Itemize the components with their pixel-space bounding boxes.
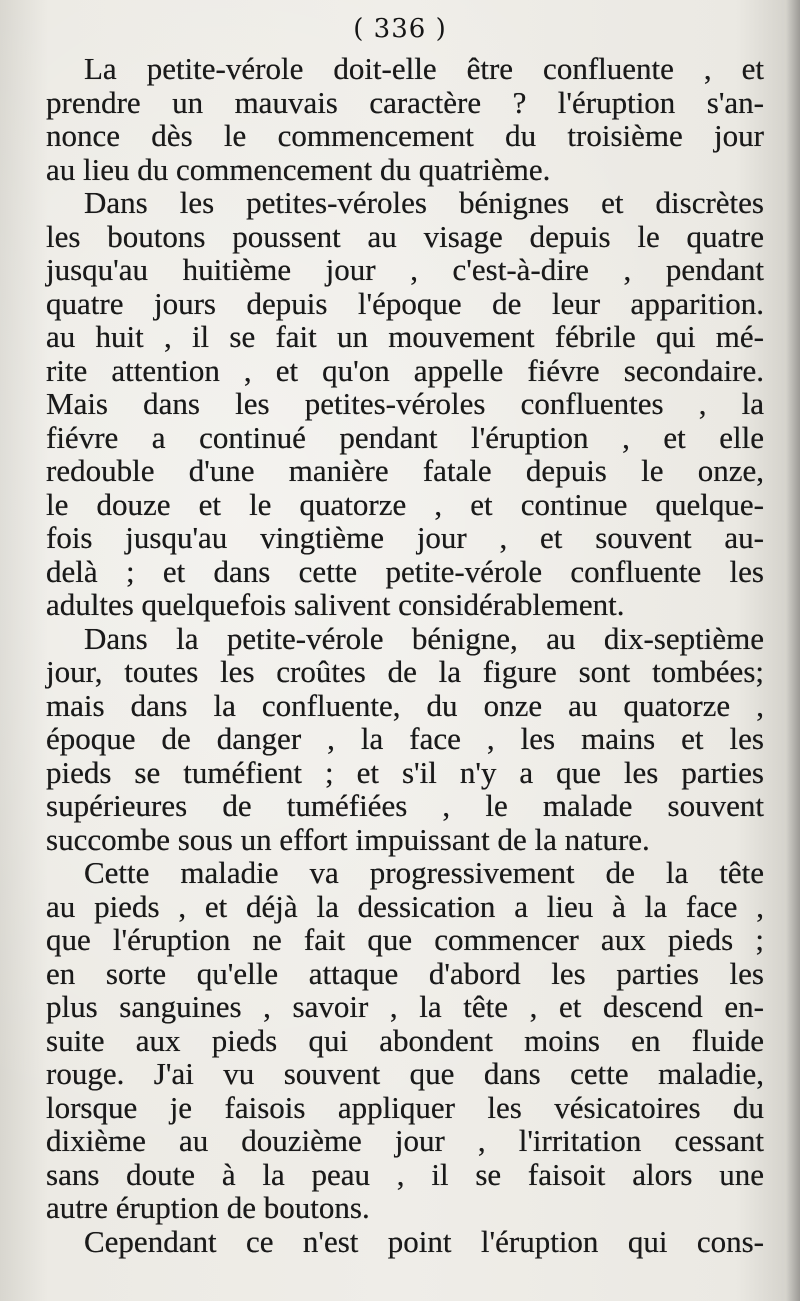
text-line: lorsque je faisois appliquer les vésicatoires du <box>46 1089 764 1125</box>
text-line: dixième au douzième jour , l'irritation cessant <box>46 1123 764 1158</box>
text-line: en sorte qu'elle attaque d'abord les parties les <box>46 955 764 991</box>
text-line: rouge. J'ai vu souvent que dans cette maladie, <box>46 1056 764 1091</box>
text-line: Dans la petite-vérole bénigne, au dix-septième <box>84 620 764 656</box>
text-line: prendre un mauvais caractère ? l'éruption s'an- <box>46 84 764 120</box>
text-line: jour, toutes les croûtes de la figure sont tombées; <box>46 654 764 689</box>
text-line: quatre jours depuis l'époque de leur apparition. <box>46 285 764 321</box>
text-line: que l'éruption ne fait que commencer aux pieds ; <box>46 922 764 957</box>
text-line: autre éruption de boutons. <box>46 1190 370 1225</box>
text-line: Dans les petites-véroles bénignes et discrètes <box>84 185 764 220</box>
text-line: succombe sous un effort impuissant de la nature. <box>46 821 650 857</box>
text-line: suite aux pieds qui abondent moins en fluide <box>46 1022 764 1058</box>
text-line: redouble d'une manière fatale depuis le onze, <box>46 453 764 488</box>
text-line: au huit , il se fait un mouvement fébrile qui mé- <box>46 319 764 354</box>
text-line: le douze et le quatorze , et continue quelque- <box>46 486 764 522</box>
text-line: Mais dans les petites-véroles confluentes , la <box>46 386 764 421</box>
text-line: pieds se tuméfient ; et s'il n'y a que les parties <box>46 754 764 790</box>
body-text <box>46 52 764 1258</box>
text-line: les boutons poussent au visage depuis le quatre <box>46 218 764 254</box>
text-line: au pieds , et déjà la dessication a lieu à la face , <box>46 888 764 924</box>
text-line: fiévre a continué pendant l'éruption , et elle <box>46 419 764 455</box>
text-line: plus sanguines , savoir , la tête , et descend en- <box>46 989 764 1024</box>
text-line: jusqu'au huitième jour , c'est-à-dire , pendant <box>46 252 764 287</box>
text-line: mais dans la confluente, du onze au quatorze , <box>46 687 764 723</box>
text-line: fois jusqu'au vingtième jour , et souvent au- <box>46 520 764 555</box>
text-line: delà ; et dans cette petite-vérole confluente les <box>46 553 764 589</box>
text-line: époque de danger , la face , les mains et les <box>46 721 764 756</box>
text-line: nonce dès le commencement du troisième jour <box>46 118 764 153</box>
page-number: ( 336 ) <box>353 14 447 44</box>
page-edge-shadow <box>786 0 800 1301</box>
text-line: au lieu du commencement du quatrième. <box>46 151 551 187</box>
text-line: sans doute à la peau , il se faisoit alors une <box>46 1156 764 1192</box>
text-line: supérieures de tuméfiées , le malade souvent <box>46 788 764 823</box>
text-line: rite attention , et qu'on appelle fiévre secondaire. <box>46 352 764 388</box>
text-line: La petite-vérole doit-elle être confluente , et <box>84 51 764 86</box>
text-line: adultes quelquefois salivent considérablement. <box>46 587 625 622</box>
text-line: Cependant ce n'est point l'éruption qui cons- <box>84 1223 764 1259</box>
text-line: Cette maladie va progressivement de la tête <box>84 855 764 890</box>
